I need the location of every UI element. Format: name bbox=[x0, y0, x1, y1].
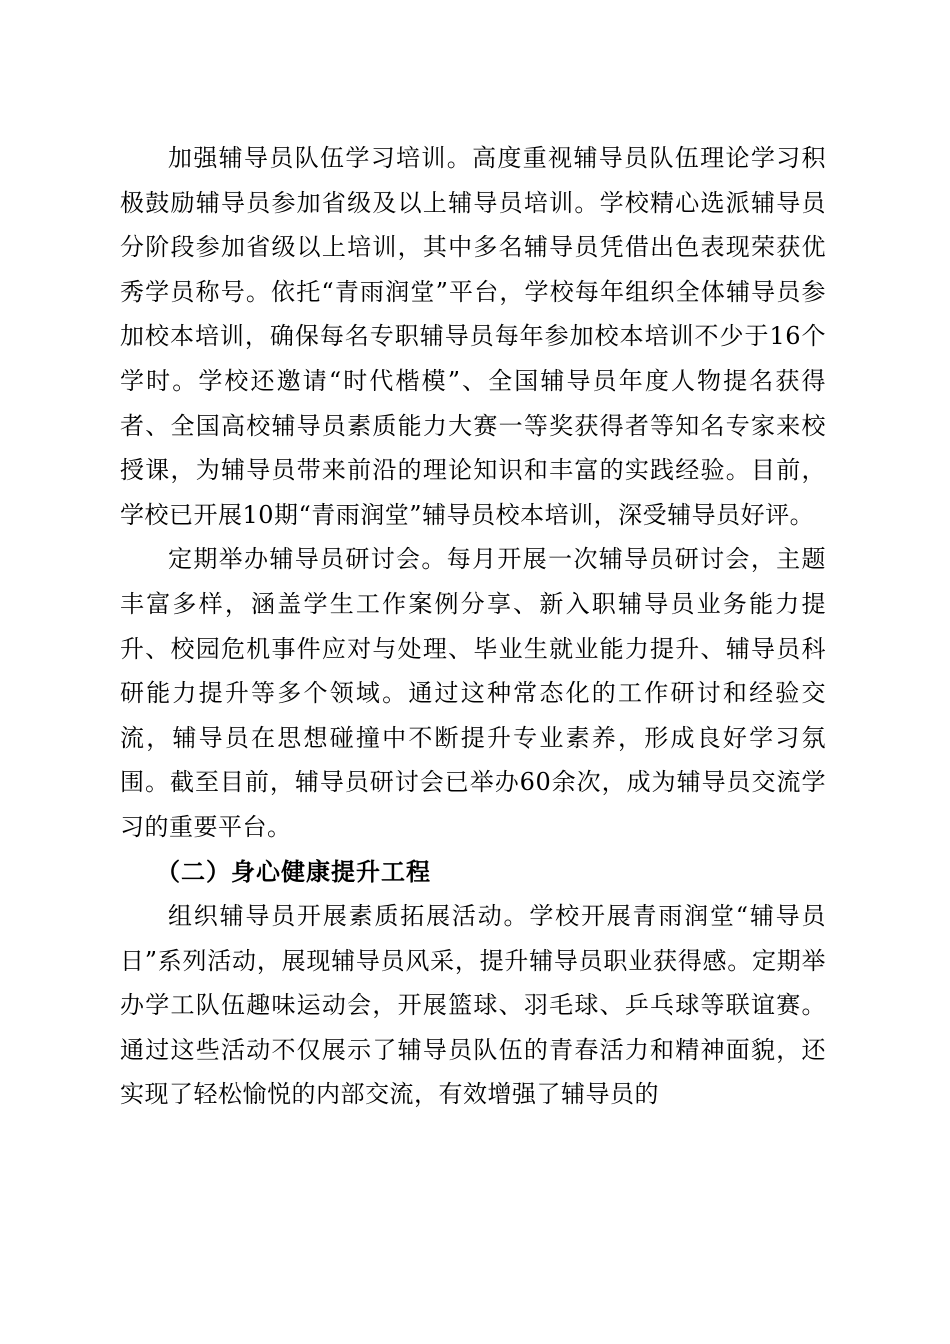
paragraph-activities: 组织辅导员开展素质拓展活动。学校开展青雨润堂“辅导员日”系列活动，展现辅导员风采，提升辅导员职业获得感。定期举办学工队伍趣味运动会，开展篮球、羽毛球、乒乓球等联谊赛。通过这些活动不仅展示了辅导员队伍的青春活力和精神面貌，还实现了轻松愉悦的内部交流，有效增强了辅导员的 bbox=[120, 902, 826, 1109]
paragraph-seminar: 定期举办辅导员研讨会。每月开展一次辅导员研讨会，主题丰富多样，涵盖学生工作案例分享、新入职辅导员业务能力提升、校园危机事件应对与处理、毕业生就业能力提升、辅导员科研能力提升等多个领域。通过这种常态化的工作研讨和经验交流，辅导员在思想碰撞中不断提升专业素养，形成良好学习氛围。截至目前，辅导员研讨会已举办60余次，成为辅导员交流学习的重要平台。 bbox=[120, 545, 826, 841]
document-body bbox=[120, 136, 826, 1117]
section-heading: （二）身心健康提升工程 bbox=[156, 856, 431, 886]
paragraph-training: 加强辅导员队伍学习培训。高度重视辅导员队伍理论学习积极鼓励辅导员参加省级及以上辅导员培训。学校精心选派辅导员分阶段参加省级以上培训，其中多名辅导员凭借出色表现荣获优秀学员称号。依托“青雨润堂”平台，学校每年组织全体辅导员参加校本培训，确保每名专职辅导员每年参加校本培训不少于16个学时。学校还邀请“时代楷模”、全国辅导员年度人物提名获得者、全国高校辅导员素质能力大赛一等奖获得者等知名专家来校授课，为辅导员带来前沿的理论知识和丰富的实践经验。目前，学校已开展10期“青雨润堂”辅导员校本培训，深受辅导员好评。 bbox=[120, 144, 826, 529]
